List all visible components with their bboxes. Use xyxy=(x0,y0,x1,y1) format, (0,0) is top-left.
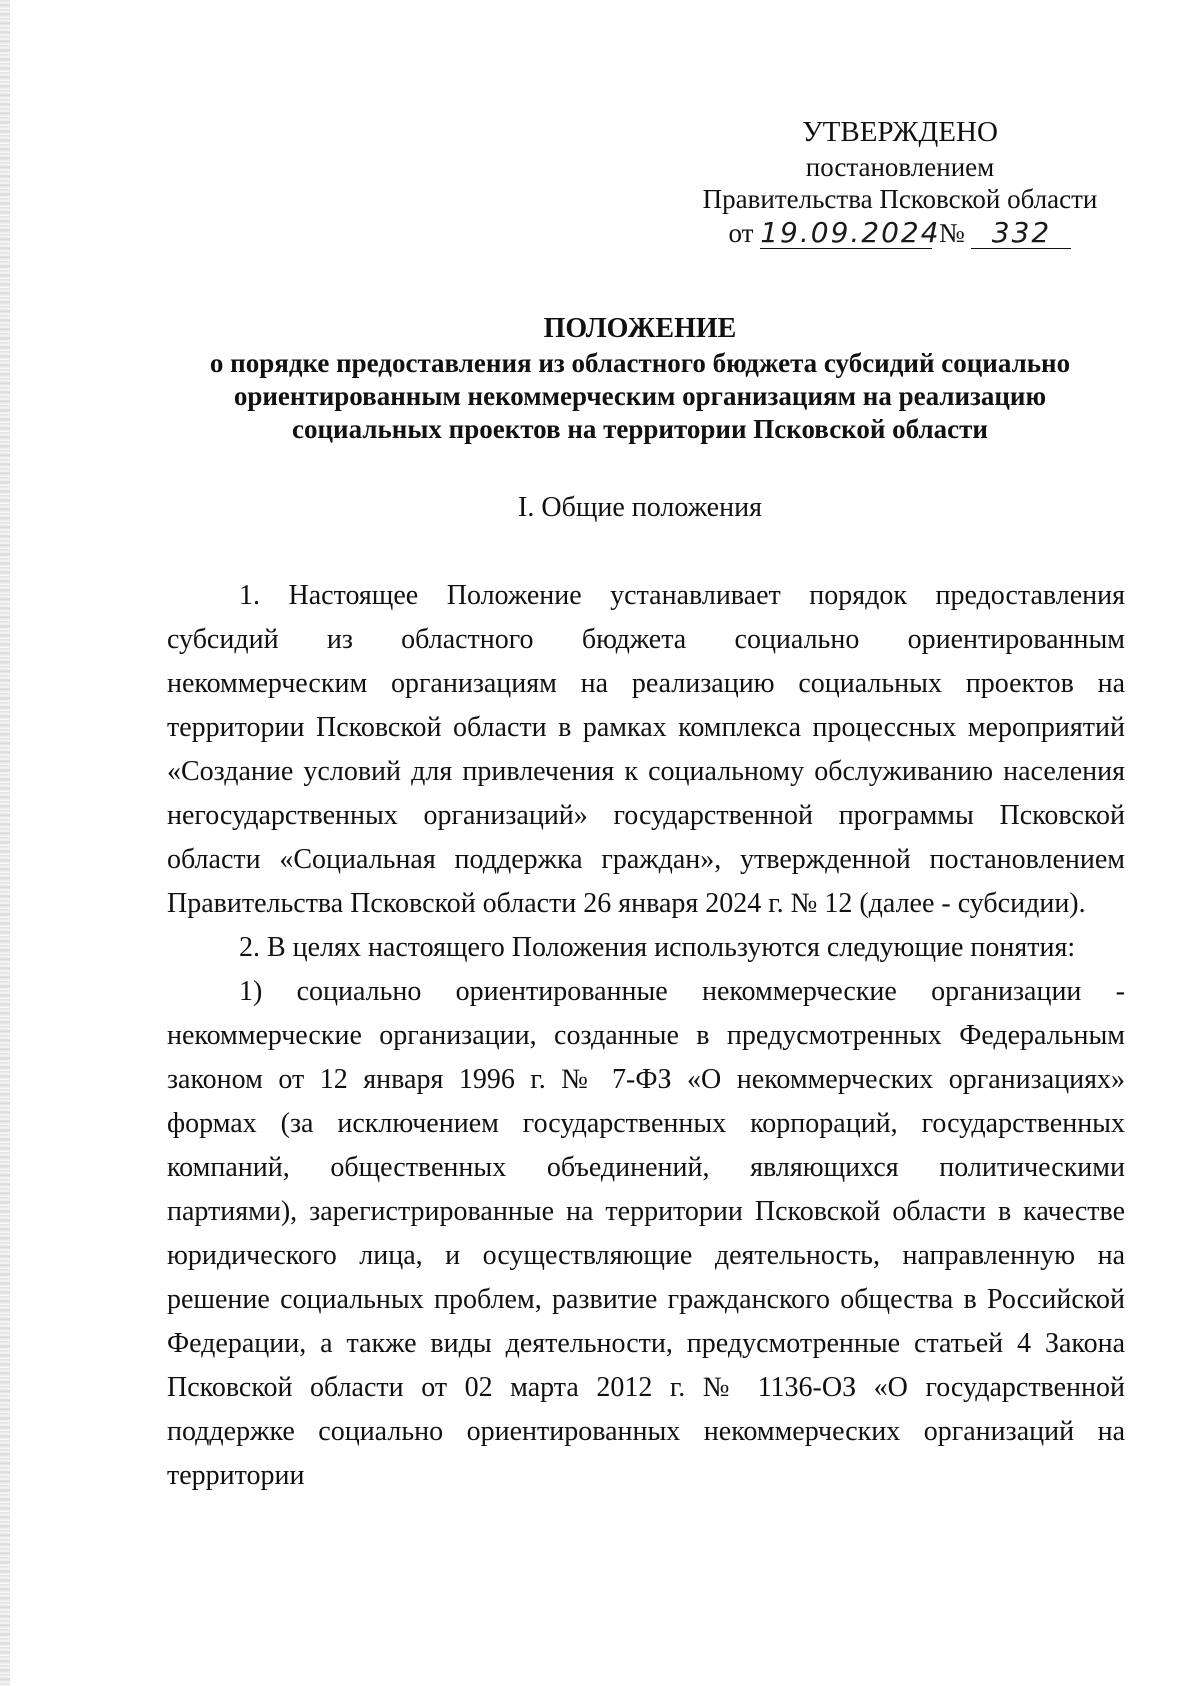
approval-line-2: Правительства Псковской области xyxy=(702,184,1098,214)
title-main: ПОЛОЖЕНИЕ xyxy=(543,313,737,344)
handwritten-date: 19.09.2024 xyxy=(760,216,941,249)
paragraph-1: 1. Настоящее Положение устанавливает порядок предоставления субсидий из областного бюджета социально ориентированным некоммерческим организациям на реализацию социальных проектов на территории Псковской области в рамках комплекса процессных мероприятий «Создание условий для привлечения к социальному обслуживанию населения негосударственных организаций» государственной программы Псковской области «Социальная поддержка граждан», утвержденной постановлением Правительства Псковской области 26 января 2024 г. № 12 (далее - субсидии). xyxy=(167,580,1125,919)
from-label: от xyxy=(728,218,754,248)
document-title xyxy=(150,312,1130,446)
handwritten-number: 332 xyxy=(971,218,1071,249)
approval-line-1: постановлением xyxy=(805,152,995,182)
title-sub-line-1: о порядке предоставления из областного бюджета субсидий социально xyxy=(209,348,1071,378)
title-sub-line-2: ориентированным некоммерческим организациям на реализацию xyxy=(233,381,1047,411)
paragraph-3: 1) социально ориентированные некоммерческие организации - некоммерческие организации, созданные в предусмотренных Федеральным законом от 12 января 1996 г. № 7-ФЗ «О некоммерческих организациях» формах (за исключением государственных корпораций, государственных компаний, общественных объединений, являющихся политическими партиями), зарегистрированные на территории Псковской области в качестве юридического лица, и осуществляющие деятельность, направленную на решение социальных проблем, развитие гражданского общества в Российской Федерации, а также виды деятельности, предусмотренные статьей 4 Закона Псковской области от 02 марта 2012 г. № 1136-ОЗ «О государственной поддержке социально ориентированных некоммерческих организаций на территории xyxy=(167,976,1125,1491)
document-body xyxy=(167,574,1125,1498)
scan-edge xyxy=(0,0,10,1686)
approval-date-number-line xyxy=(680,217,1120,249)
number-label: № xyxy=(938,218,965,248)
section-heading: I. Общие положения xyxy=(518,492,762,523)
approval-stamp-block xyxy=(680,113,1120,249)
approval-heading: УТВЕРЖДЕНО xyxy=(802,116,998,148)
title-sub-line-3: социальных проектов на территории Псковской области xyxy=(292,414,988,444)
paragraph-2: 2. В целях настоящего Положения используются следующие понятия: xyxy=(239,932,1076,963)
